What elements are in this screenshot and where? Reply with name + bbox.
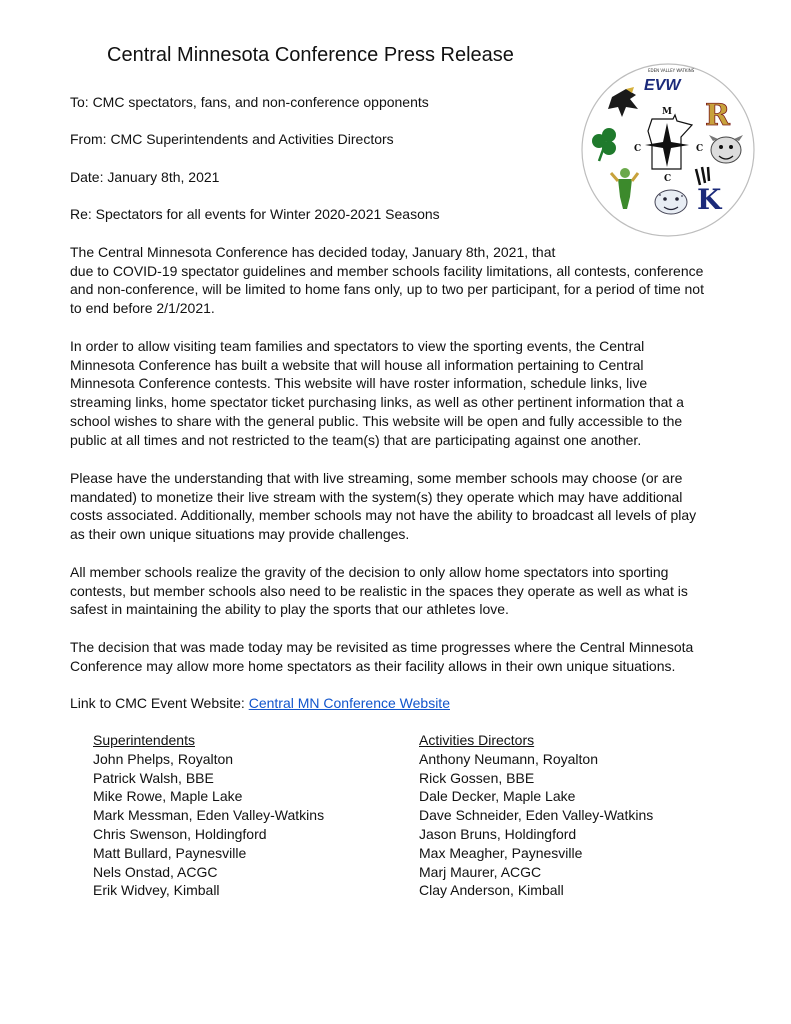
page-title: Central Minnesota Conference Press Release — [107, 44, 514, 66]
paragraph-line: Minnesota Conference contests. This website will have roster information, schedule links, live — [70, 375, 648, 392]
paragraph-line: Conference may allow more home spectators as their facility allows in their own unique situations. — [70, 657, 676, 674]
superintendents-heading: Superintendents — [93, 732, 195, 748]
activities-director-name: Jason Bruns, Holdingford — [419, 825, 577, 842]
paragraph-line: All member schools realize the gravity of the decision to only allow home spectators into sporting — [70, 564, 669, 580]
paragraph-line: costs associated. Additionally, member schools may not have the ability to broadcast all levels of play — [70, 507, 697, 524]
paragraph-line: mandated) to monetize their live stream with the system(s) they operate which may have additional — [70, 488, 683, 505]
superintendent-name: Mike Rowe, Maple Lake — [93, 788, 243, 805]
svg-text:C: C — [664, 174, 672, 184]
superintendent-name: Matt Bullard, Paynesville — [93, 844, 247, 861]
superintendent-name: Nels Onstad, ACGC — [93, 863, 218, 880]
activities-director-name: Rick Gossen, BBE — [419, 769, 535, 786]
paragraph-line: public at all times and not restricted to the team(s) that are participating against one another. — [70, 431, 642, 448]
activities-director-name: Max Meagher, Paynesville — [419, 844, 583, 861]
paragraph-5 — [70, 638, 730, 675]
conference-logo — [578, 59, 762, 241]
date-line: Date: January 8th, 2021 — [70, 169, 220, 185]
activities-directors-heading: Activities Directors — [419, 732, 535, 748]
svg-text:M: M — [662, 107, 672, 117]
activities-director-name: Clay Anderson, Kimball — [419, 882, 564, 899]
svg-text:C: C — [634, 144, 642, 154]
svg-text:EDEN VALLEY WATKINS: EDEN VALLEY WATKINS — [648, 68, 695, 73]
royalton-r-logo-icon — [705, 98, 731, 133]
svg-text:K: K — [697, 183, 722, 216]
svg-text:EVW: EVW — [644, 77, 681, 94]
activities-director-name: Marj Maurer, ACGC — [419, 863, 542, 880]
superintendent-name: Chris Swenson, Holdingford — [93, 825, 267, 842]
activities-directors-column — [419, 731, 653, 900]
superintendents-column — [93, 731, 324, 900]
paragraph-line: and non-conference, will be limited to home fans only, up to two per participant, for a period of time not — [70, 281, 704, 298]
paragraph-line: to end before 2/1/2021. — [70, 300, 215, 317]
superintendent-name: John Phelps, Royalton — [93, 750, 234, 767]
superintendent-name: Patrick Walsh, BBE — [93, 769, 214, 786]
paragraph-line: Please have the understanding that with live streaming, some member schools may choose (or are — [70, 470, 683, 486]
paragraph-line: The decision that was made today may be revisited as time progresses where the Central Minnesota — [70, 639, 694, 655]
to-line: To: CMC spectators, fans, and non-conference opponents — [70, 94, 429, 110]
paragraph-line: school wishes to share with the general public. This website will be open and fully accessible to the — [70, 412, 683, 429]
activities-director-name: Dale Decker, Maple Lake — [419, 788, 576, 805]
paragraph-3 — [70, 469, 730, 544]
paragraph-line: The Central Minnesota Conference has decided today, January 8th, 2021, that — [70, 244, 556, 260]
superintendent-name: Erik Widvey, Kimball — [93, 882, 220, 899]
event-link-line — [70, 694, 450, 713]
paragraph-line: safest in maintaining the ability to play the sports that our athletes love. — [70, 601, 509, 618]
jaguar-mascot-icon — [655, 190, 687, 214]
event-link-prefix: Link to CMC Event Website: — [70, 695, 249, 711]
re-line: Re: Spectators for all events for Winter 2020-2021 Seasons — [70, 206, 440, 222]
paragraph-2 — [70, 337, 730, 449]
paragraph-line: streaming links, home spectator ticket purchasing links, as well as other pertinent information that a — [70, 394, 684, 411]
superintendent-name: Mark Messman, Eden Valley-Watkins — [93, 807, 325, 824]
paragraph-line: as their own unique situations may provide challenges. — [70, 526, 410, 543]
svg-text:C: C — [696, 144, 704, 154]
svg-text:R: R — [705, 98, 730, 133]
paragraph-line: Minnesota Conference has built a website that will house all information pertaining to Central — [70, 356, 644, 373]
from-line: From: CMC Superintendents and Activities Directors — [70, 131, 394, 147]
paragraph-4 — [70, 563, 730, 619]
paragraph-line: contests, but member schools also need to be realistic in the spaces they operate as well as what is — [70, 582, 688, 599]
paragraph-line: In order to allow visiting team families and spectators to view the sporting events, the Central — [70, 338, 645, 354]
paragraph-1 — [70, 243, 730, 318]
paragraph-line: due to COVID-19 spectator guidelines and member schools facility limitations, all contests, conference — [70, 262, 704, 279]
conference-website-link[interactable]: Central MN Conference Website — [248, 695, 450, 711]
activities-director-name: Anthony Neumann, Royalton — [419, 750, 598, 767]
activities-director-name: Dave Schneider, Eden Valley-Watkins — [419, 807, 654, 824]
